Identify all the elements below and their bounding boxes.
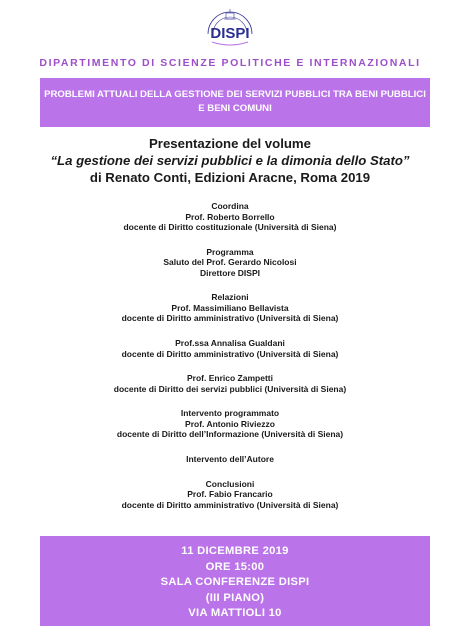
program-line: Prof. Fabio Francario (187, 489, 273, 500)
program-line: Prof. Massimiliano Bellavista (171, 302, 289, 313)
book-byline: di Renato Conti, Edizioni Aracne, Roma 2019 (89, 170, 371, 185)
program-section-speaker (0, 338, 460, 359)
program-section-relazioni (0, 292, 460, 324)
presentation-title (0, 135, 460, 186)
program-line: docente di Diritto dei servizi pubblici (Università di Siena) (113, 383, 347, 394)
program-line: Prof.ssa Annalisa Gualdani (175, 338, 285, 349)
program-line: Prof. Antonio Riviezzo (185, 418, 275, 429)
program-line: Saluto del Prof. Gerardo Nicolosi (163, 257, 297, 268)
program-line: Prof. Roberto Borrello (185, 211, 275, 222)
department-name: DIPARTIMENTO DI SCIENZE POLITICHE E INTERNAZIONALI (39, 57, 421, 69)
program-section-programma (0, 247, 460, 279)
program-line: Programma (206, 246, 254, 257)
program-line: docente di Diritto costituzionale (Università di Siena) (123, 222, 337, 232)
program-line: Intervento dell’Autore (186, 454, 274, 465)
event-floor: (III PIANO) (205, 591, 265, 604)
logo-wordmark: DISPI (210, 25, 250, 42)
program-section-intervento (0, 408, 460, 440)
event-theme-banner (40, 78, 430, 127)
program-line: Coordina (211, 201, 249, 211)
banner-line: PROBLEMI ATTUALI DELLA GESTIONE DEI SERVIZI PUBBLICI TRA BENI PUBBLICI (44, 89, 426, 100)
university-seal-icon (200, 4, 260, 48)
program-line: Prof. Enrico Zampetti (187, 373, 273, 384)
presentation-heading: Presentazione del volume (149, 136, 311, 151)
event-time: ORE 15:00 (205, 560, 265, 573)
program-line: Intervento programmato (180, 408, 280, 419)
program-list (0, 201, 460, 525)
program-section-autore (0, 454, 460, 465)
event-date: 11 DICEMBRE 2019 (181, 545, 289, 557)
event-details-banner (40, 536, 430, 626)
banner-line: E BENI COMUNI (198, 103, 272, 114)
program-line: docente di Diritto amministrativo (Università di Siena) (121, 313, 339, 324)
book-title: “La gestione dei servizi pubblici e la dimonia dello Stato” (50, 153, 410, 168)
event-address: VIA MATTIOLI 10 (188, 607, 282, 619)
program-line: docente di Diritto amministrativo (Università di Siena) (121, 499, 339, 510)
program-line: Conclusioni (205, 478, 255, 489)
dispi-logo (200, 4, 260, 48)
program-line: Relazioni (211, 292, 249, 303)
event-venue: SALA CONFERENZE DISPI (160, 576, 310, 588)
program-section-conclusioni (0, 479, 460, 511)
program-line: Direttore DISPI (200, 267, 260, 278)
program-section-coordina (0, 201, 460, 233)
program-section-speaker (0, 373, 460, 394)
program-line: docente di Diritto amministrativo (Università di Siena) (121, 348, 339, 359)
program-line: docente di Diritto dell’Informazione (Università di Siena) (116, 429, 344, 440)
